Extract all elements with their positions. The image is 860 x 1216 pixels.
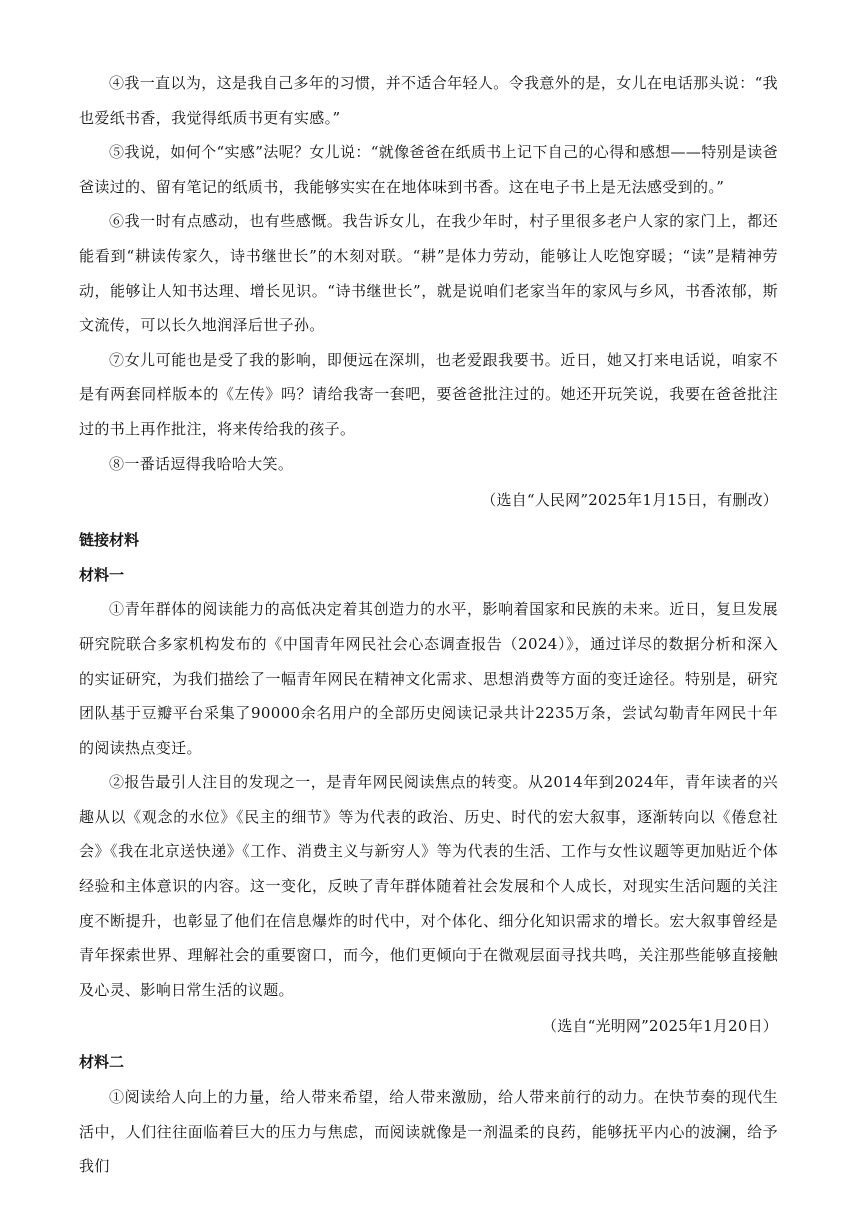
document-page <box>79 66 778 1184</box>
material-1-paragraph-2: ②报告最引人注目的发现之一，是青年网民阅读焦点的转变。从2014年到2024年，青年读者的兴趣从以《观念的水位》《民主的细节》等为代表的政治、历史、时代的宏大叙事，逐渐转向以《倦怠社会》《我在北京送快递》《工作、消费主义与新穷人》等为代表的生活、工作与女性议题等更加贴近个体经验和主体意识的内容。这一变化，反映了青年群体随着社会发展和个人成长，对现实生活问题的关注度不断提升，也彰显了他们在信息爆炸的时代中，对个体化、细分化知识需求的增长。宏大叙事曾经是青年探索世界、理解社会的重要窗口，而今，他们更倾向于在微观层面寻找共鸣，关注那些能够直接触及心灵、影响日常生活的议题。 <box>79 773 778 999</box>
story-paragraph-6: ⑥我一时有点感动，也有些感慨。我告诉女儿，在我少年时，村子里很多老户人家的家门上，都还能看到“耕读传家久，诗书继世长”的木刻对联。“耕”是体力劳动，能够让人吃饱穿暖；“读”是精神劳动，能够让人知书达理、增长见识。“诗书继世长”，就是说咱们老家当年的家风与乡风，书香浓郁，斯文流传，可以长久地润泽后世子孙。 <box>79 212 778 335</box>
material-2-paragraph-1: ①阅读给人向上的力量，给人带来希望，给人带来激励，给人带来前行的动力。在快节奏的现代生活中，人们往往面临着巨大的压力与焦虑，而阅读就像是一剂温柔的良药，能够抚平内心的波澜，给予我们 <box>79 1088 778 1176</box>
story-paragraph-4: ④我一直以为，这是我自己多年的习惯，并不适合年轻人。令我意外的是，女儿在电话那头说：“我也爱纸书香，我觉得纸质书更有实感。” <box>79 74 778 127</box>
story-paragraph-8: ⑧一番话逗得我哈哈大笑。 <box>109 454 294 473</box>
material-1-heading: 材料一 <box>79 565 125 584</box>
story-paragraph-5: ⑤我说，如何个“实感”法呢？女儿说：“就像爸爸在纸质书上记下自己的心得和感想——特别是读爸爸读过的、留有笔记的纸质书，我能够实实在在地体味到书香。这在电子书上是无法感受到的。” <box>79 143 778 196</box>
story-source: （选自“人民网”2025年1月15日，有删改） <box>481 491 778 510</box>
material-2-heading: 材料二 <box>79 1053 125 1072</box>
material-1-paragraph-1: ①青年群体的阅读能力的高低决定着其创造力的水平，影响着国家和民族的未来。近日，复旦发展研究院联合多家机构发布的《中国青年网民社会心态调查报告（2024）》，通过详尽的数据分析和深入的实证研究，为我们描绘了一幅青年网民在精神文化需求、思想消费等方面的变迁途径。特别是，研究团队基于豆瓣平台采集了90000余名用户的全部历史阅读记录共计2235万条，尝试勾勒青年网民十年的阅读热点变迁。 <box>79 600 778 757</box>
material-1-source: （选自“光明网”2025年1月20日） <box>542 1017 778 1036</box>
section-heading-links: 链接材料 <box>79 531 140 550</box>
story-paragraph-7: ⑦女儿可能也是受了我的影响，即便远在深圳，也老爱跟我要书。近日，她又打来电话说，咱家不是有两套同样版本的《左传》吗？请给我寄一套吧，要爸爸批注过的。她还开玩笑说，我要在爸爸批注过的书上再作批注，将来传给我的孩子。 <box>79 350 778 438</box>
